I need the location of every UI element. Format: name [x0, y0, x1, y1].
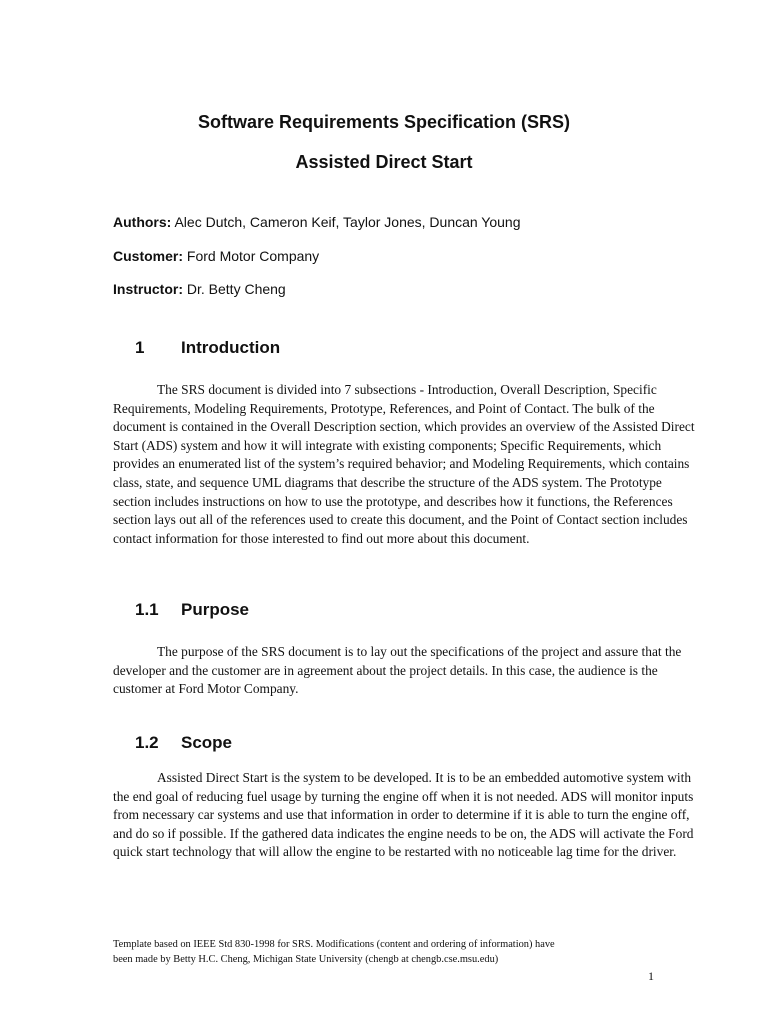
- customer-line: [113, 248, 319, 264]
- section-title: Introduction: [181, 338, 281, 357]
- section-number: 1.1: [135, 600, 159, 619]
- purpose-text: The purpose of the SRS document is to lay out the specifications of the project and assure that the developer and the customer are in agreement about the project details. In this case, the audience is the customer at Ford Motor Company.: [113, 644, 682, 697]
- introduction-text: The SRS document is divided into 7 subsections - Introduction, Overall Description, Specific Requirements, Modeling Requirements, Prototype, References, and Point of Contact. The bulk of the document is contained in the Overall Description section, which provides an overview of the Assisted Direct Start (ADS) system and how it will integrate with existing components; Specific Requirements, which provides an enumerated list of the system’s required behavior; and Modeling Requirements, which contains class, state, and sequence UML diagrams that describe the structure of the ADS system. The Prototype section includes instructions on how to use the prototype, and describes how it functions, the References section lays out all of the references used to create this document, and the Point of Contact section includes contact information for those interested to find out more about this document.: [113, 382, 695, 546]
- scope-paragraph: [113, 769, 699, 862]
- customer-value: Ford Motor Company: [186, 248, 320, 264]
- customer-label: Customer:: [113, 248, 184, 264]
- section-number: 1: [135, 338, 145, 357]
- section-number: 1.2: [135, 733, 159, 752]
- footnote-line-2: been made by Betty H.C. Cheng, Michigan State University (chengb at chengb.cse.msu.edu): [113, 954, 499, 965]
- section-title: Purpose: [181, 600, 250, 619]
- template-footnote: [113, 937, 673, 967]
- authors-line: [113, 214, 521, 230]
- document-subtitle: Assisted Direct Start: [295, 152, 473, 172]
- authors-label: Authors:: [113, 214, 172, 230]
- page-number: 1: [648, 969, 654, 983]
- footnote-line-1: Template based on IEEE Std 830-1998 for SRS. Modifications (content and ordering of information) have: [113, 939, 555, 950]
- purpose-paragraph: [113, 643, 699, 699]
- section-title: Scope: [181, 733, 233, 752]
- document-title: Software Requirements Specification (SRS): [197, 112, 571, 132]
- instructor-label: Instructor:: [113, 281, 183, 297]
- instructor-line: [113, 281, 286, 297]
- scope-text: Assisted Direct Start is the system to be developed. It is to be an embedded automotive system with the end goal of reducing fuel usage by turning the engine off when it is not needed. ADS will monitor inputs from necessary car systems and use that information in order to determine if it is able to turn the engine off, and do so if possible. If the gathered data indicates the engine needs to be on, the ADS will activate the Ford quick start technology that will allow the engine to be restarted with no noticeable lag time for the driver.: [113, 770, 694, 860]
- authors-value: Alec Dutch, Cameron Keif, Taylor Jones, Duncan Young: [174, 214, 521, 230]
- instructor-value: Dr. Betty Cheng: [186, 281, 286, 297]
- introduction-paragraph: [113, 381, 699, 548]
